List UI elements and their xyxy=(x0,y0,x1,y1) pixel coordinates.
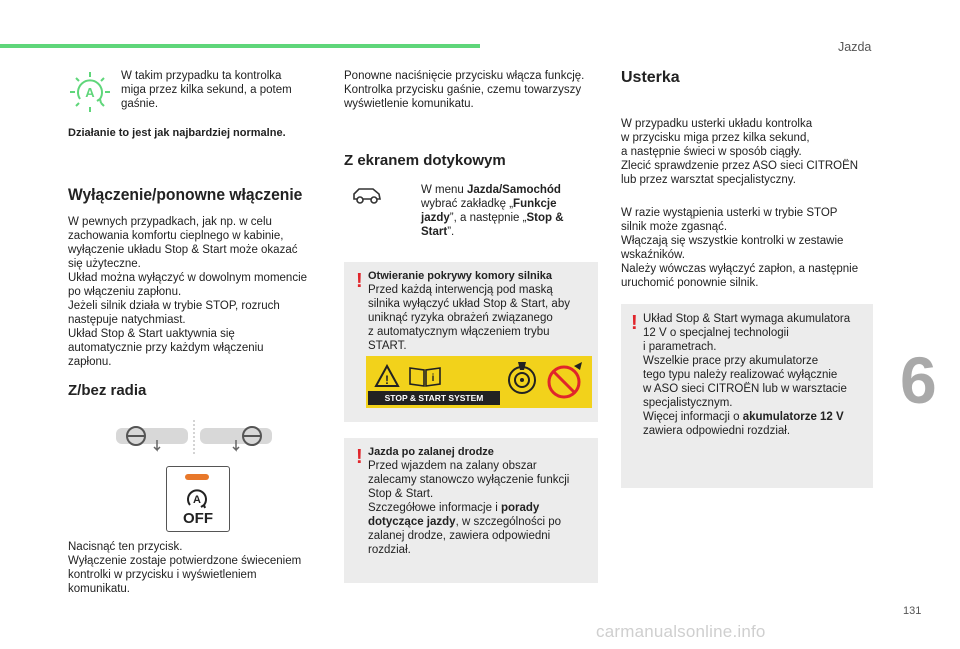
indicator-description: W takim przypadku ta kontrolka miga przez kilka sekund, a potem gaśnie. xyxy=(121,70,292,110)
auto-stop-start-icon xyxy=(184,486,210,510)
heading-radio: Z/bez radia xyxy=(68,382,147,399)
press-instruction xyxy=(68,540,338,554)
normal-note: Działanie to jest jak najbardziej normalne. xyxy=(68,127,286,139)
reference-bold: akumulatorze 12 V xyxy=(742,411,844,423)
touchscreen-instruction xyxy=(421,183,591,239)
battery-warning-body xyxy=(643,312,869,438)
page-number: 131 xyxy=(903,605,922,617)
warning-text: , w szczególności po xyxy=(455,516,562,528)
press-result: Wyłączenie zostaje potwierdzone świeceniem kontrolki w przycisku i wyświetleniem komunikatu. xyxy=(68,555,302,595)
warning-flooded-body xyxy=(368,459,596,557)
malfunction-text-2: W razie wystąpienia usterki w trybie STOP silnik może zgasnąć. Włączają się wszystkie kontrolki w zestawie wskaźników. Należy wówczas wyłączyć zapłon, a następnie uruchomić ponownie silnik. xyxy=(621,207,859,289)
malfunction-text-1: W przypadku usterki układu kontrolka w przycisku miga przez kilka sekund, a następnie świeci w sposób ciągły. Zlecić sprawdzenie przez ASO sieci CITROËN lub przez warsztat specjalistyczny. xyxy=(621,118,859,186)
section-title: Jazda xyxy=(838,40,872,54)
stop-start-warning-label xyxy=(366,356,592,408)
label-strip: STOP & START SYSTEM xyxy=(368,391,500,405)
off-label: OFF xyxy=(183,510,213,527)
warning-icon: ! xyxy=(631,312,638,334)
watermark: carmanualsonline.info xyxy=(596,622,766,641)
reference-bold: porady xyxy=(500,502,540,514)
svg-text:i: i xyxy=(431,373,435,384)
reference-bold: dotyczące jazdy xyxy=(368,516,456,528)
fan-hand-icon xyxy=(504,360,540,396)
stop-start-indicator-icon xyxy=(68,70,112,114)
reactivate-text: Ponowne naciśnięcie przycisku włącza funkcję. Kontrolka przycisku gaśnie, czemu towarzyszy wyświetlenie komunikatu. xyxy=(344,70,585,110)
dashboard-illustration xyxy=(112,418,274,458)
warning-flooded-road-panel xyxy=(344,438,598,583)
warning-text: Przed wjazdem na zalany obszar zalecamy stanowczo wyłączenie funkcji Stop & Start. Szczegółowe informacje i xyxy=(368,460,570,514)
menu-text: wybrać zakładkę „ xyxy=(421,198,514,210)
chapter-number: 6 xyxy=(900,343,937,417)
warning-icon: ! xyxy=(356,446,363,468)
heading-touchscreen: Z ekranem dotykowym xyxy=(344,152,506,169)
warning-bonnet-panel xyxy=(344,262,598,422)
heading-malfunction: Usterka xyxy=(621,69,680,86)
hazard-triangle-icon xyxy=(374,364,400,388)
warning-text: zalanej drodze, zawiera odpowiedni rozdział. xyxy=(368,530,551,556)
warning-icon: ! xyxy=(356,270,363,292)
svg-text:!: ! xyxy=(385,373,389,387)
warning-bonnet-body: Przed każdą interwencją pod maską silnika wyłączyć układ Stop & Start, aby uniknąć ryzyka obrażeń związanego z automatycznym włączeniem trybu START. xyxy=(368,284,570,352)
top-accent-bar xyxy=(0,44,480,48)
no-touch-prohibition-icon xyxy=(544,360,586,400)
switch-off-body: W pewnych przypadkach, jak np. w celu zachowania komfortu cieplnego w kabinie, wyłączenie układu Stop & Start może okazać się użyteczne. Układ można wyłączyć w dowolnym momencie po włączeniu zapłonu. Jeżeli silnik działa w trybie STOP, rozruch następuje natychmiast. Układ Stop & Start uaktywnia się automatycznie przy każdym włączeniu zapłonu. xyxy=(68,216,308,368)
menu-text: ”, a następnie „ xyxy=(449,212,527,224)
menu-text: W menu xyxy=(421,184,468,196)
heading-switch-off-on: Wyłączenie/ponowne włączenie xyxy=(68,185,303,204)
button-led xyxy=(185,474,209,480)
svg-text:A: A xyxy=(85,85,95,100)
warning-flooded-title: Jazda po zalanej drodze xyxy=(368,446,494,458)
svg-text:A: A xyxy=(193,494,201,506)
tab-name: jazdy xyxy=(421,212,450,224)
warning-text: zawiera odpowiedni rozdział. xyxy=(643,425,791,437)
function-name: Stop & xyxy=(526,212,564,224)
tab-name: Funkcje xyxy=(513,198,557,210)
warning-text: Układ Stop & Start wymaga akumulatora 12 V o specjalnej technologii i parametrach. Wszelkie prace przy akumulatorze tego typu należy realizować wyłącznie w ASO sieci CITROËN lub w warsztacie specjalistycznym. Więcej informacji o xyxy=(643,313,851,423)
menu-text: ”. xyxy=(447,226,455,238)
manual-book-icon xyxy=(408,364,442,388)
warning-bonnet-title: Otwieranie pokrywy komory silnika xyxy=(368,270,553,282)
function-name: Start xyxy=(421,226,448,238)
stop-start-off-button[interactable] xyxy=(166,466,230,532)
press-bullet-text: Nacisnąć ten przycisk. xyxy=(68,541,183,553)
menu-name: Jazda/Samochód xyxy=(467,184,561,196)
battery-warning-panel xyxy=(621,304,873,488)
car-icon xyxy=(351,184,383,206)
